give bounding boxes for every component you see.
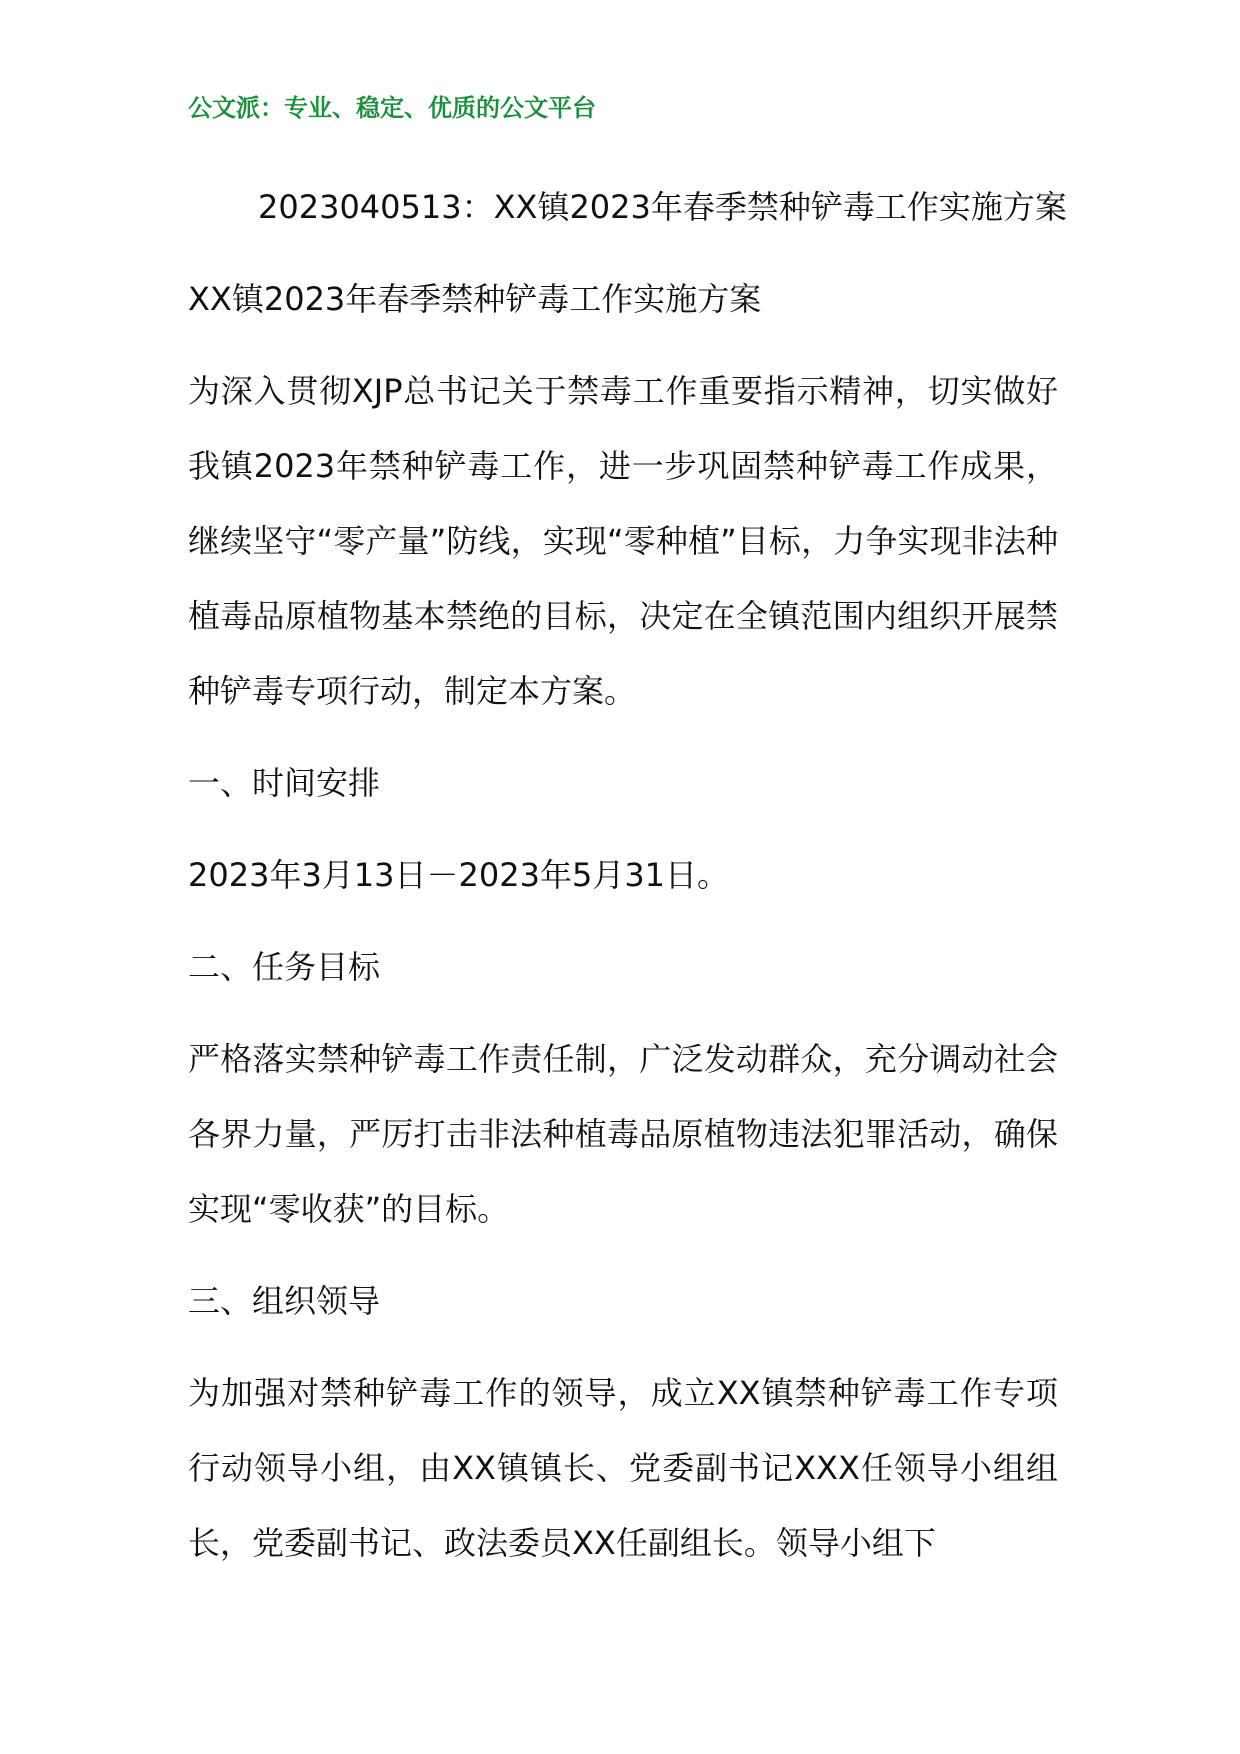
section-body-schedule: 2023年3月13日－2023年5月31日。 [188, 856, 730, 894]
section-body-goals: 严格落实禁种铲毒工作责任制，广泛发动群众，充分调动社会各界力量，严厉打击非法种植毒品原植物违法犯罪活动，确保实现“零收获”的目标。 [188, 1040, 1058, 1228]
brand-header: 公文派：专业、稳定、优质的公文平台 [188, 94, 596, 122]
section-heading-leadership: 三、组织领导 [188, 1282, 381, 1320]
document-body [188, 170, 1067, 1581]
section-heading-goals: 二、任务目标 [188, 948, 381, 986]
section-heading-schedule: 一、时间安排 [188, 764, 381, 802]
section-body-leadership: 为加强对禁种铲毒工作的领导，成立XX镇禁种铲毒工作专项行动领导小组，由XX镇镇长、党委副书记XXX任领导小组组长，党委副书记、政法委员XX任副组长。领导小组下 [188, 1374, 1058, 1562]
document-subtitle: XX镇2023年春季禁种铲毒工作实施方案 [188, 280, 762, 318]
intro-paragraph: 为深入贯彻XJP总书记关于禁毒工作重要指示精神，切实做好我镇2023年禁种铲毒工作，进一步巩固禁种铲毒工作成果，继续坚守“零产量”防线，实现“零种植”目标，力争实现非法种植毒品原植物基本禁绝的目标，决定在全镇范围内组织开展禁种铲毒专项行动，制定本方案。 [188, 372, 1058, 710]
document-title: 2023040513：XX镇2023年春季禁种铲毒工作实施方案 [258, 188, 1067, 226]
